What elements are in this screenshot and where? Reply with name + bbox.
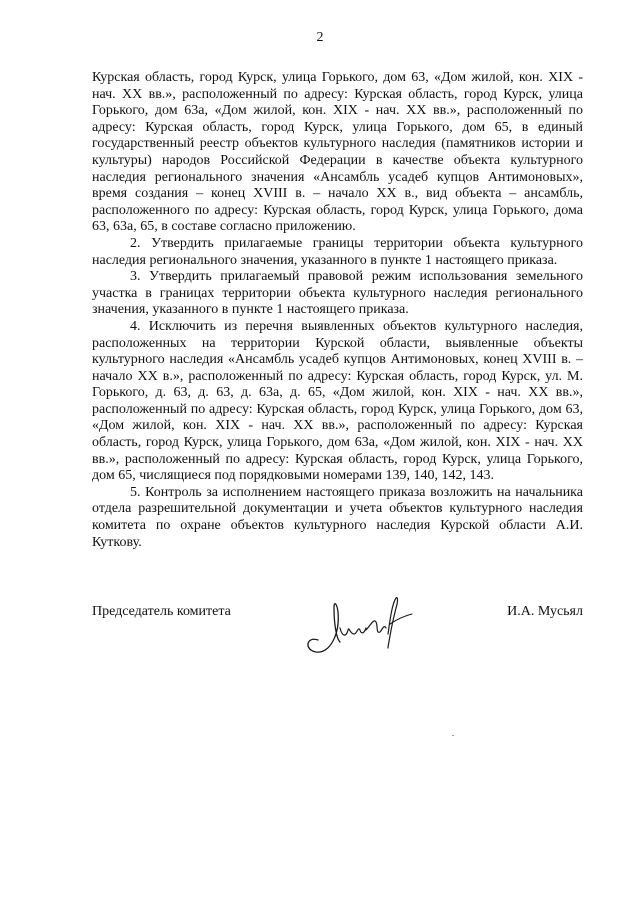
signatory-name: И.А. Мусьял <box>507 604 583 619</box>
page-number: 2 <box>316 30 324 45</box>
paragraph-2: 2. Утвердить прилагаемые границы территории объекта культурного наследия регионального значения, указанного в пункте 1 настоящего приказа. <box>92 235 583 268</box>
document-body <box>92 70 583 551</box>
paragraph-5: 5. Контроль за исполнением настоящего приказа возложить на начальника отдела разрешительной документации и учета объектов культурного наследия комитета по охране объектов культурного наследия Курской области А.И. Куткову. <box>92 484 583 550</box>
paragraph-1-continuation: Курская область, город Курск, улица Горького, дом 63, «Дом жилой, кон. XIX - нач. XX вв.», расположенный по адресу: Курская область, город Курск, улица Горького, дом 63а, «Дом жилой, кон. XIX - нач. XX вв.», расположенный по адресу: Курская область, город Курск, улица Горького, дом 65, в единый государственный реестр объектов культурного наследия (памятников истории и культуры) народов Российской Федерации в качестве объекта культурного наследия регионального значения «Ансамбль усадеб купцов Антимоновых», время создания – конец XVIII в. – начало XX в., вид объекта – ансамбль, расположенного по адресу: Курская область, город Курск, улица Горького, дома 63, 63а, 65, в составе согласно приложению. <box>92 70 583 235</box>
signature-block <box>92 598 583 668</box>
handwritten-signature <box>300 590 420 662</box>
scan-speck <box>452 735 454 736</box>
paragraph-3: 3. Утвердить прилагаемый правовой режим использования земельного участка в границах территории объекта культурного наследия регионального значения, указанного в пункте 1 настоящего приказа. <box>92 269 583 318</box>
signatory-position: Председатель комитета <box>92 604 231 619</box>
paragraph-4: 4. Исключить из перечня выявленных объектов культурного наследия, расположенных на территории Курской области, выявленные объекты культурного наследия «Ансамбль усадеб купцов Антимоновых, конец XVIII в. – начало XX в.», расположенный по адресу: Курская область, город Курск, ул. М. Горького, д. 63, д. 63, д. 63а, д. 65, «Дом жилой, кон. XIX - нач. XX вв.», расположенный по адресу: Курская область, город Курск, улица Горького, дом 63, «Дом жилой, кон. XIX - нач. XX вв.», расположенный по адресу: Курская область, город Курск, улица Горького, дом 63а, «Дом жилой, кон. XIX - нач. XX вв.», расположенный по адресу: Курская область, город Курск, улица Горького, дом 65, числящиеся под порядковыми номерами 139, 140, 142, 143. <box>92 318 583 484</box>
